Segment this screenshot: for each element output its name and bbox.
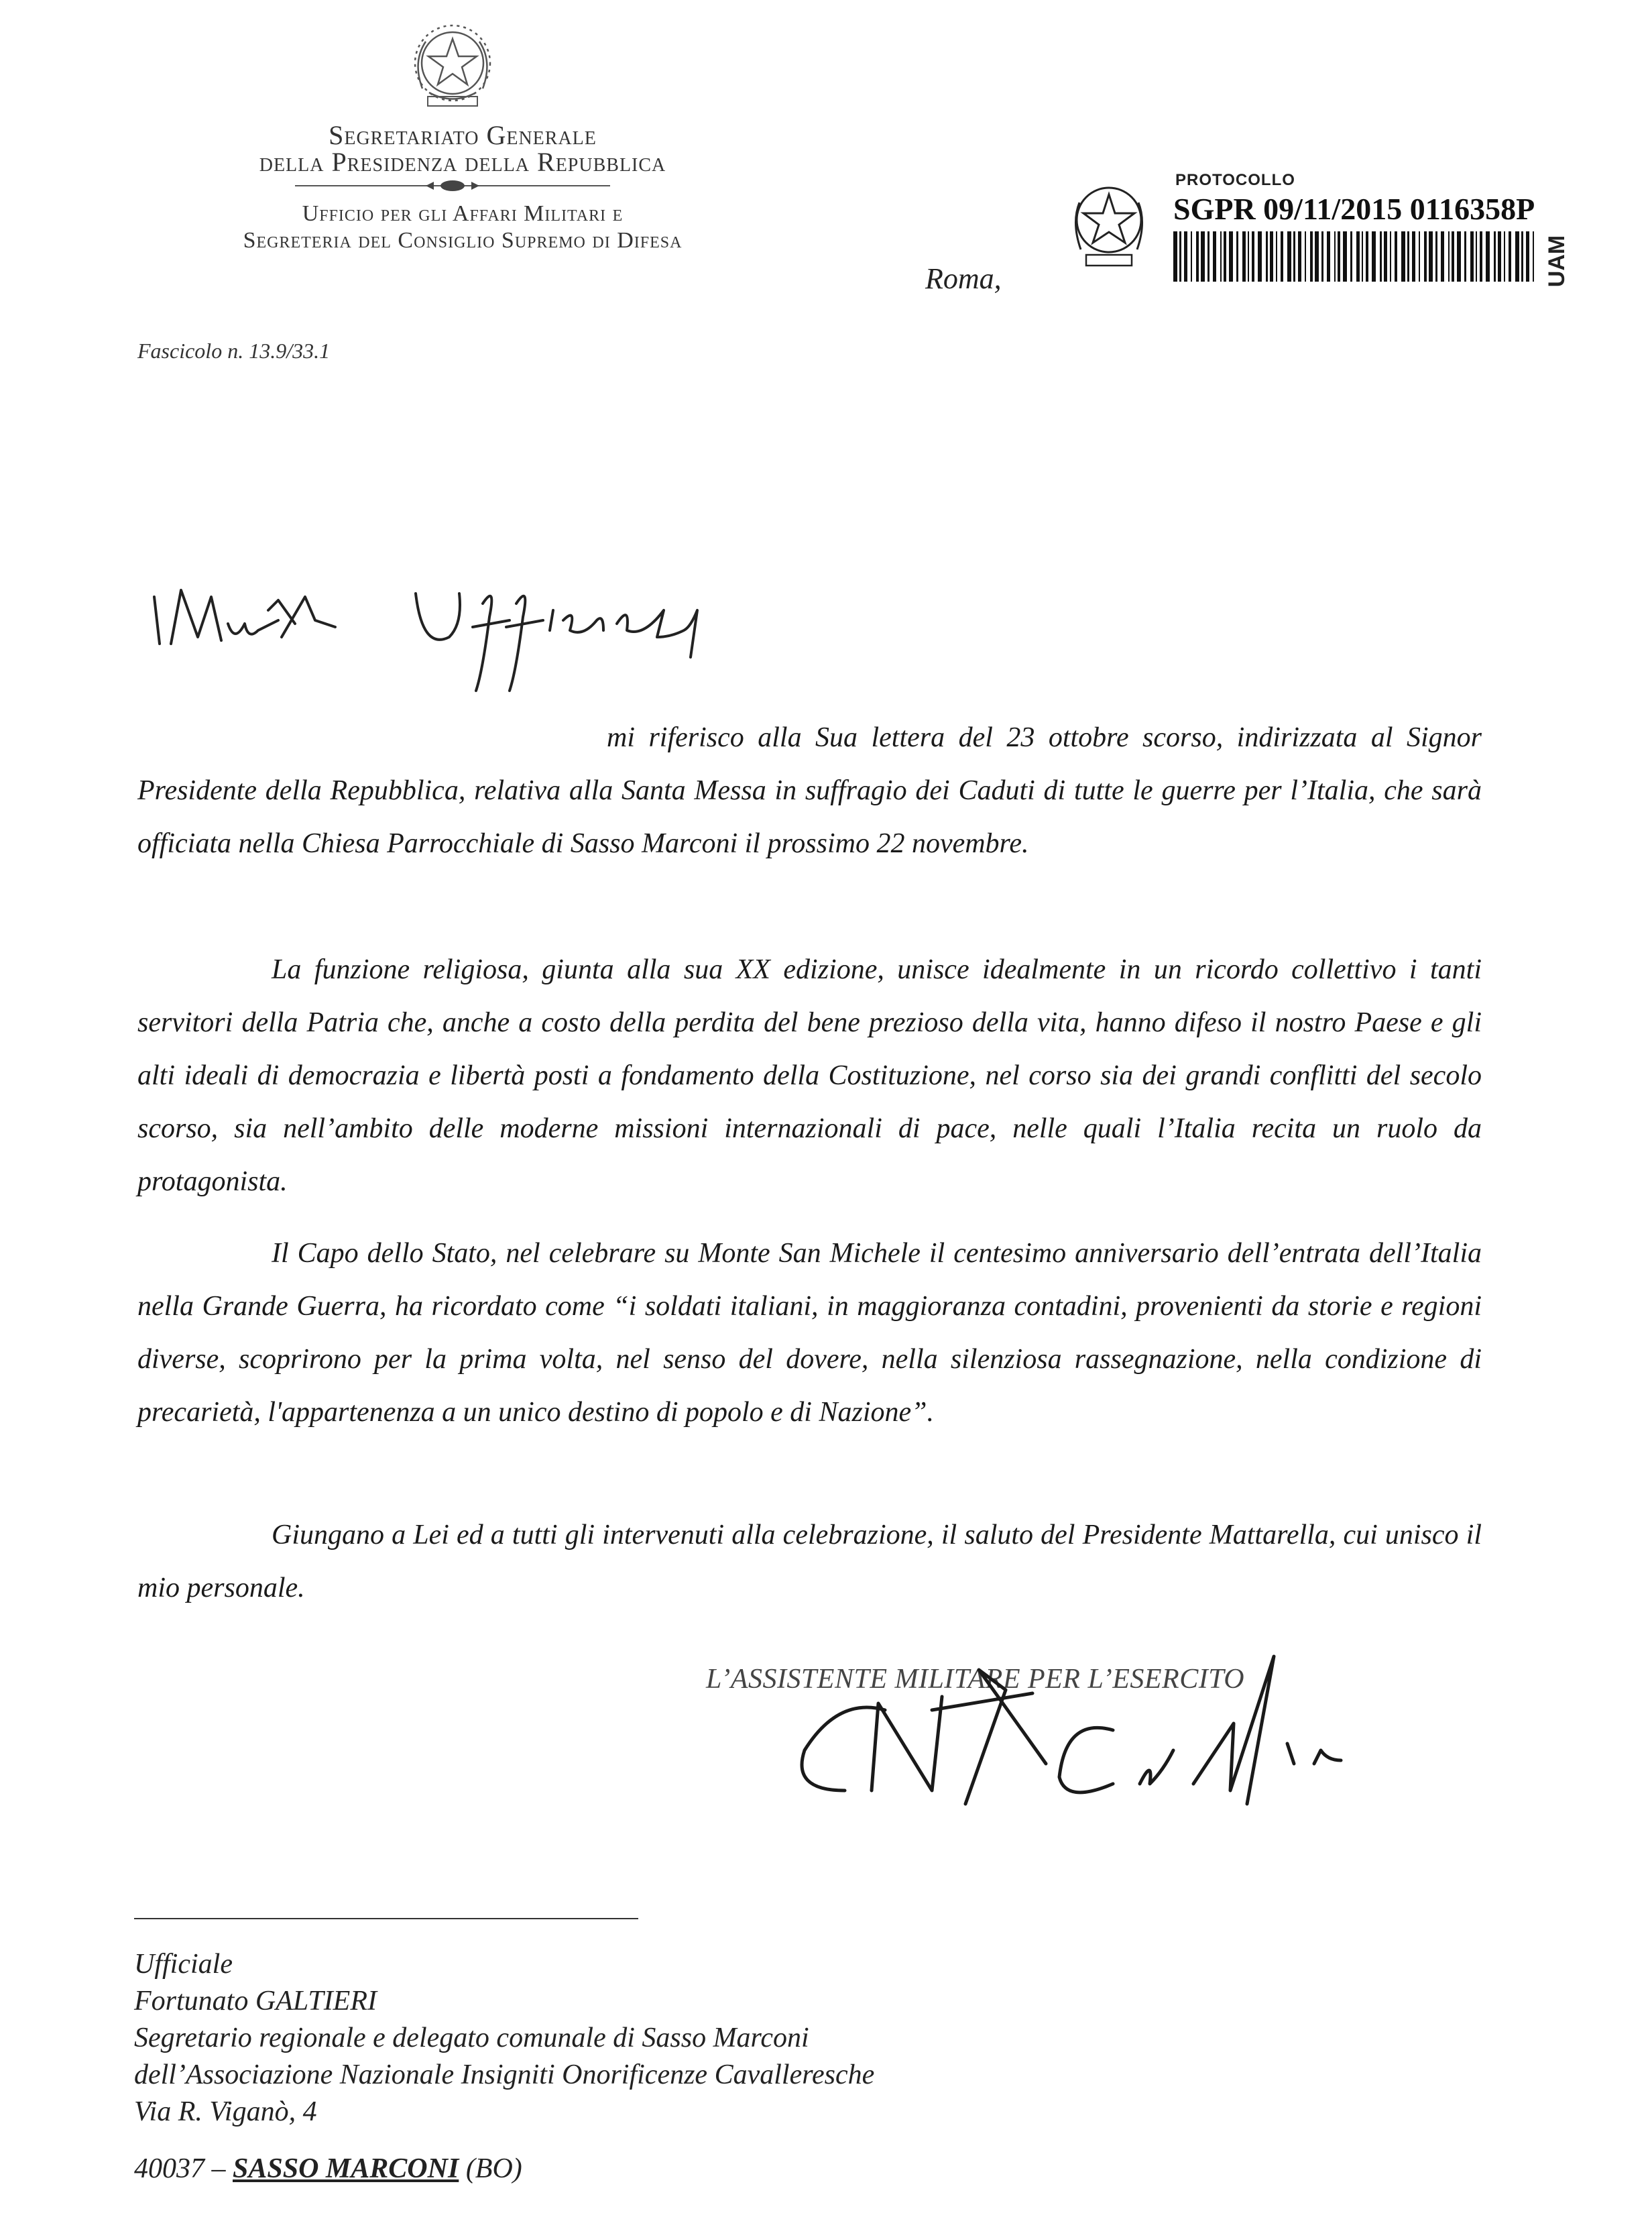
- province: (BO): [459, 2153, 522, 2184]
- body-paragraph-2: La funzione religiosa, giunta alla sua XX edizione, unisce idealmente in un ricordo collettivo i tanti servitori della Patria che, anche a costo della perdita del bene prezioso della vita, hanno difeso il nostro Paese e gli alti ideali di democrazia e libertà posti a fondamento della Costituzione, nel corso sia dei grandi conflitti del secolo scorso, sia nell’ambito delle moderne missioni internazionali di pace, nelle quali l’Italia recita un ruolo da protagonista.: [137, 954, 1482, 1197]
- addressee-street: Via R. Viganò, 4: [134, 2096, 317, 2127]
- protocol-number: SGPR 09/11/2015 0116358P: [1173, 192, 1535, 226]
- side-code: UAM: [1544, 235, 1570, 288]
- body-paragraph-4: Giungano a Lei ed a tutti gli intervenuti alla celebrazione, il saluto del Presidente Mattarella, cui unisco il mio personale.: [137, 1520, 1482, 1603]
- addressee-role: Segretario regionale e delegato comunale di Sasso Marconi: [134, 2023, 809, 2053]
- letterhead-line-4: Segreteria del Consiglio Supremo di Difesa: [243, 228, 683, 253]
- addressee-title: Ufficiale: [134, 1949, 233, 1980]
- protocol-label: PROTOCOLLO: [1175, 171, 1295, 189]
- barcode-icon: [1173, 231, 1535, 282]
- handwritten-salutation: [134, 557, 805, 704]
- letterhead-line-3: Ufficio per gli Affari Militari e: [302, 201, 624, 226]
- italian-republic-emblem-icon: [389, 15, 516, 115]
- signatory-title: L’ASSISTENTE MILITARE PER L’ESERCITO: [706, 1664, 1245, 1695]
- body-paragraph-1: mi riferisco alla Sua lettera del 23 ottobre scorso, indirizzata al Signor Presidente della Repubblica, relativa alla Santa Messa in suffragio dei Caduti di tutte le guerre per l’Italia, che sarà officiata nella Chiesa Parrocchiale di Sasso Marconi il prossimo 22 novembre.: [137, 722, 1482, 859]
- divider-line: [134, 1918, 638, 1919]
- city-name: SASSO MARCONI: [233, 2153, 459, 2184]
- addressee-association: dell’Associazione Nazionale Insigniti Onorificenze Cavalleresche: [134, 2059, 875, 2090]
- addressee-city-line: [134, 2153, 522, 2185]
- body-paragraph-3: Il Capo dello Stato, nel celebrare su Monte San Michele il centesimo anniversario dell’entrata dell’Italia nella Grande Guerra, ha ricordato come “i soldati italiani, in maggioranza contadini, provenienti da storie e regioni diverse, scoprirono per la prima volta, nel senso del dovere, nella silenziosa rassegnazione, nella condizione di precarietà, l'appartenenza a un unico destino di popolo e di Nazione”.: [137, 1238, 1482, 1428]
- file-reference: Fascicolo n. 13.9/33.1: [137, 339, 331, 363]
- stamp-emblem-icon: [1066, 176, 1152, 273]
- letterhead-line-2: della Presidenza della Repubblica: [259, 147, 666, 177]
- handwritten-signature: [764, 1630, 1475, 1851]
- ornament-divider: [295, 176, 610, 195]
- letterhead-line-1: Segretariato Generale: [329, 120, 597, 150]
- addressee-name: Fortunato GALTIERI: [134, 1986, 377, 2017]
- place-line: Roma,: [925, 262, 1002, 295]
- postcode: 40037 –: [134, 2153, 233, 2184]
